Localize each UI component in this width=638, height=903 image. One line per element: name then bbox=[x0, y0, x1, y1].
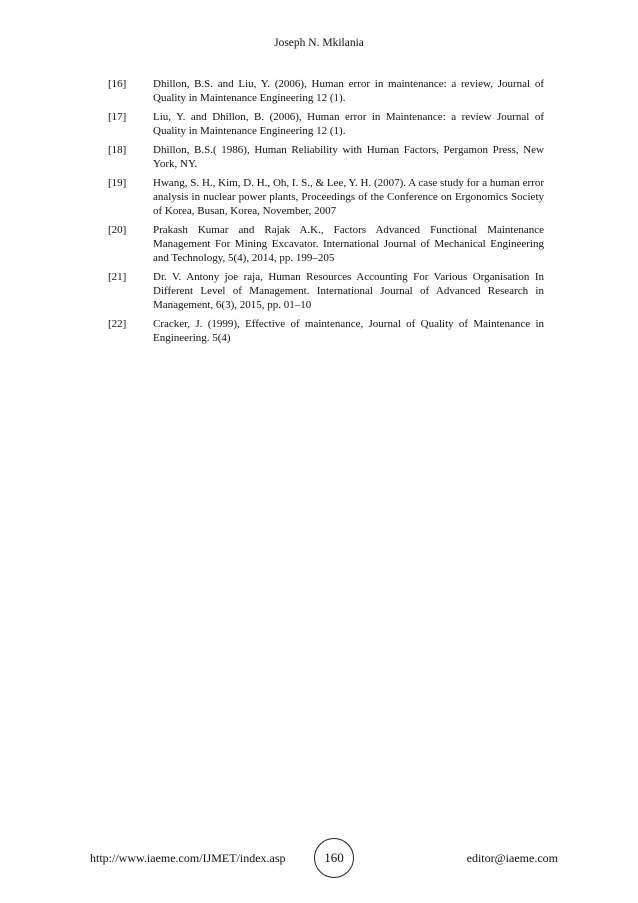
reference-item bbox=[108, 318, 544, 346]
page-number-badge bbox=[314, 838, 354, 878]
reference-item bbox=[108, 271, 544, 313]
reference-number: [22] bbox=[108, 317, 127, 330]
header-author: Joseph N. Mkilania bbox=[274, 37, 364, 49]
reference-number: [19] bbox=[108, 177, 127, 189]
reference-item bbox=[108, 78, 544, 106]
page-footer bbox=[0, 838, 638, 878]
page-number: 160 bbox=[324, 850, 344, 865]
reference-text: Liu, Y. and Dhillon, B. (2006), Human error in Maintenance: a review Journal of Quality in Maintenance Engineering 12 (1). bbox=[153, 111, 544, 137]
reference-item bbox=[108, 144, 544, 172]
reference-text: Dr. V. Antony joe raja, Human Resources Accounting For Various Organisation In Different Level of Management. International Journal of Advanced Research in Management, 6(3), 2015, pp. 01–10 bbox=[153, 270, 544, 311]
reference-number: [20] bbox=[108, 223, 127, 236]
editor-email-link[interactable]: editor@iaeme.com bbox=[466, 851, 558, 865]
reference-item bbox=[108, 224, 544, 266]
reference-number: [18] bbox=[108, 144, 127, 156]
reference-text: Dhillon, B.S.( 1986), Human Reliability with Human Factors, Pergamon Press, New York, NY. bbox=[153, 144, 544, 170]
reference-text: Dhillon, B.S. and Liu, Y. (2006), Human error in maintenance: a review, Journal of Quality in Maintenance Engineering 12 (1). bbox=[153, 78, 544, 104]
reference-text: Cracker, J. (1999), Effective of maintenance, Journal of Quality of Maintenance in Engineering. 5(4) bbox=[153, 317, 544, 344]
reference-list bbox=[108, 78, 544, 351]
reference-text: Hwang, S. H., Kim, D. H., Oh, I. S., & Lee, Y. H. (2007). A case study for a human error analysis in nuclear power plants, Proceedings of the Conference on Ergonomics Society of Korea, Busan, Korea, November, 2007 bbox=[153, 177, 544, 217]
reference-text: Prakash Kumar and Rajak A.K., Factors Advanced Functional Maintenance Management For Mining Excavator. International Journal of Mechanical Engineering and Technology, 5(4), 2014, pp. 199–205 bbox=[153, 223, 544, 264]
running-header bbox=[0, 36, 638, 50]
reference-item bbox=[108, 111, 544, 139]
journal-url-link[interactable]: http://www.iaeme.com/IJMET/index.asp bbox=[90, 851, 286, 865]
reference-number: [16] bbox=[108, 78, 127, 90]
reference-number: [21] bbox=[108, 270, 127, 283]
reference-number: [17] bbox=[108, 111, 127, 123]
reference-item bbox=[108, 177, 544, 219]
